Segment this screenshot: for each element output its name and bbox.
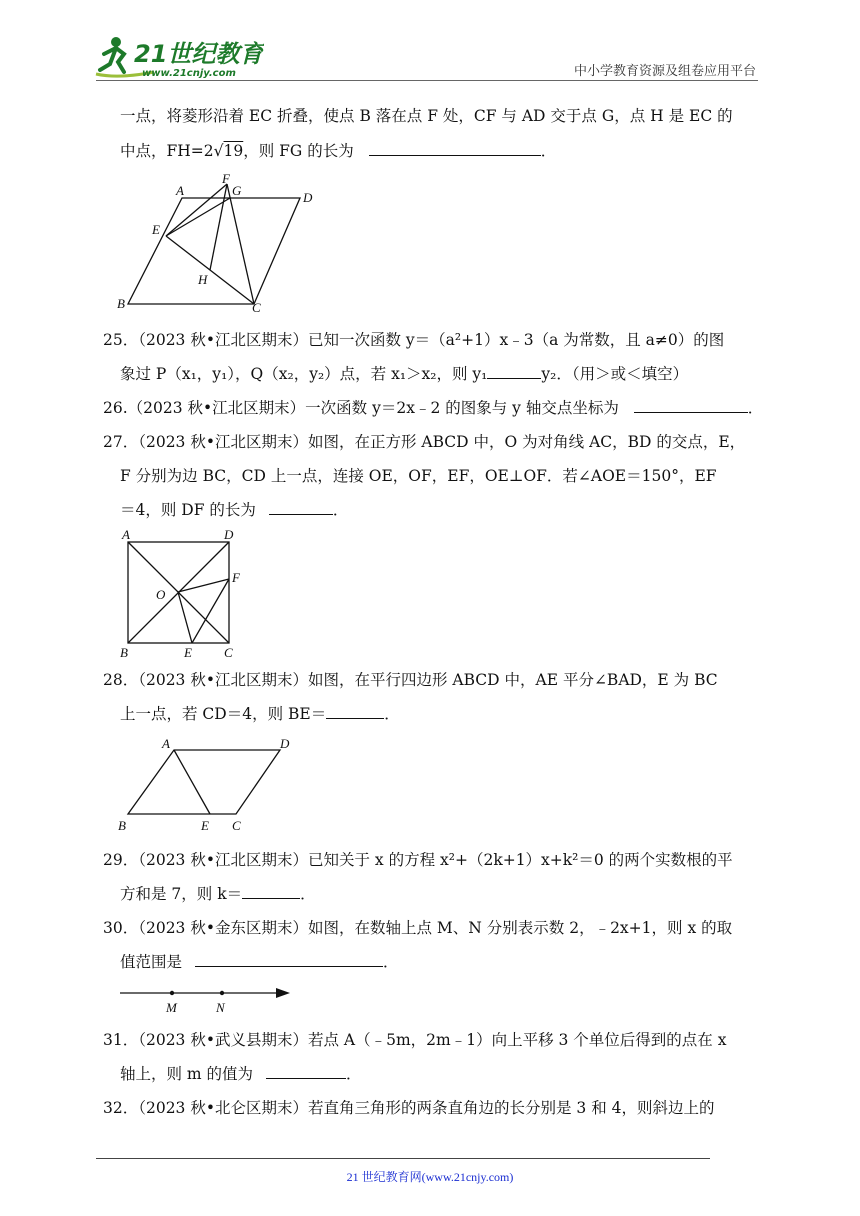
q24-answer-blank[interactable] (369, 141, 541, 156)
q31-line2: 轴上，则 m 的值为 ． (120, 1065, 362, 1083)
footer-text: 21 世纪教育网(www.21cnjy.com) (346, 1170, 514, 1184)
label-H: H (198, 272, 208, 287)
q24-line1: 一点，将菱形沿着 EC 折叠，使点 B 落在点 F 处，CF 与 AD 交于点 G，点 H 是 EC 的 (120, 107, 733, 125)
label-C: C (252, 300, 261, 314)
q27-line1: 27．（2023 秋•江北区期末）如图，在正方形 ABCD 中，O 为对角线 AC，BD 的交点，E， (103, 433, 746, 451)
header-divider (96, 80, 758, 81)
label-B: B (120, 645, 128, 660)
q29-answer-blank[interactable] (242, 884, 300, 899)
sqrt-sign: √ (213, 142, 224, 160)
q27-line2: F 分别为边 BC，CD 上一点，连接 OE，OF，EF，OE⊥OF．若∠AOE＝150°，EF (120, 467, 717, 485)
q31-line1: 31．（2023 秋•武义县期末）若点 A（﹣5m，2m﹣1）向上平移 3 个单位后得到的点在 x (103, 1031, 727, 1049)
label-D: D (280, 736, 290, 751)
q27-line3-text: ＝4，则 DF 的长为 (120, 501, 256, 519)
label-B: B (117, 296, 125, 311)
q29-line1: 29．（2023 秋•江北区期末）已知关于 x 的方程 x²+（2k+1）x+k²＝0 的两个实数根的平 (103, 851, 733, 869)
q29-line2: 方和是 7，则 k＝ ． (120, 885, 316, 903)
segment-AE (174, 750, 210, 814)
q27-answer-blank[interactable] (269, 500, 333, 515)
label-F: F (222, 172, 230, 186)
label-D: D (224, 527, 234, 542)
q24-line2-a: 中点，FH=2 (120, 142, 214, 160)
q26-text: 26.（2023 秋•江北区期末）一次函数 y＝2x﹣2 的图象与 y 轴交点坐标为 (103, 399, 619, 417)
q30-line2-text: 值范围是 (120, 953, 183, 971)
q29-line2-text: 方和是 7，则 k＝ (120, 885, 243, 903)
q28-answer-blank[interactable] (326, 704, 384, 719)
q26-line1: 26.（2023 秋•江北区期末）一次函数 y＝2x﹣2 的图象与 y 轴交点坐标为 ． (103, 399, 764, 417)
q31-line2-text: 轴上，则 m 的值为 (120, 1065, 254, 1083)
label-C: C (232, 818, 241, 833)
logo-wordmark: 21世纪教育 (134, 40, 264, 68)
q26-answer-blank[interactable] (634, 398, 748, 413)
footer-divider (96, 1158, 710, 1159)
q25-line2-a: 象过 P（x₁，y₁），Q（x₂，y₂）点，若 x₁＞x₂，则 y₁ (120, 365, 488, 383)
q30-figure (112, 982, 302, 1016)
q25-line2-b: y₂．（用＞或＜填空） (541, 365, 689, 383)
label-N: N (216, 1000, 225, 1015)
label-E: E (184, 645, 192, 660)
q25-answer-blank[interactable] (487, 364, 541, 379)
q27-line3: ＝4，则 DF 的长为 ． (120, 501, 349, 519)
label-O: O (156, 587, 166, 602)
label-F: F (232, 570, 240, 585)
site-logo (94, 34, 264, 80)
q28-line2: 上一点，若 CD＝4，则 BE＝ ． (120, 705, 400, 723)
q30-answer-blank[interactable] (195, 952, 383, 967)
label-E: E (152, 222, 160, 237)
q28-line2-text: 上一点，若 CD＝4，则 BE＝ (120, 705, 327, 723)
q24-line2: 中点，FH=2√19，则 FG 的长为 ． (120, 142, 557, 160)
platform-name: 中小学教育资源及组卷应用平台 (573, 64, 756, 79)
point-N (220, 991, 224, 995)
arrowhead-icon (276, 988, 290, 998)
q24-root: 19 (223, 142, 244, 160)
q30-line2: 值范围是 ． (120, 953, 399, 971)
point-M (170, 991, 174, 995)
q28-figure (112, 732, 302, 834)
label-A: A (162, 736, 170, 751)
q32-line1: 32．（2023 秋•北仑区期末）若直角三角形的两条直角边的长分别是 3 和 4，则斜边上的 (103, 1099, 715, 1117)
q25-line1: 25．（2023 秋•江北区期末）已知一次函数 y＝（a²+1）x﹣3（a 为常数，且 a≠0）的图 (103, 331, 725, 349)
label-M: M (166, 1000, 177, 1015)
q24-line2-b: ，则 FG 的长为 (243, 142, 354, 160)
q24-figure (112, 172, 322, 314)
q31-answer-blank[interactable] (266, 1064, 346, 1079)
label-E: E (201, 818, 209, 833)
label-G: G (232, 183, 242, 198)
q30-line1: 30．（2023 秋•金东区期末）如图，在数轴上点 M、N 分别表示数 2，﹣2x+1，则 x 的取 (103, 919, 733, 937)
logo-url: www.21cnjy.com (142, 68, 236, 79)
label-A: A (176, 183, 184, 198)
label-C: C (224, 645, 233, 660)
label-B: B (118, 818, 126, 833)
label-D: D (303, 190, 313, 205)
q28-line1: 28．（2023 秋•江北区期末）如图，在平行四边形 ABCD 中，AE 平分∠BAD，E 为 BC (103, 671, 718, 689)
q25-line2 (120, 364, 688, 384)
q27-figure (112, 526, 252, 662)
label-A: A (122, 527, 130, 542)
